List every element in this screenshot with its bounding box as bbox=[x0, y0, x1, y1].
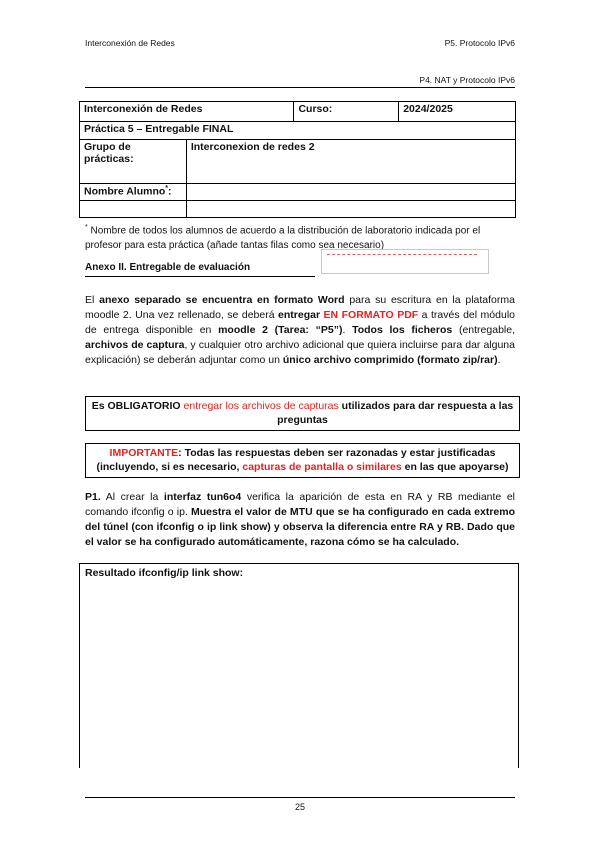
result-box[interactable] bbox=[79, 563, 519, 768]
obligatorio-box: Es OBLIGATORIO entregar los archivos de capturas utilizados para dar respuesta a las preguntas bbox=[85, 396, 520, 431]
header-subtitle: P4. NAT y Protocolo IPv6 bbox=[419, 75, 515, 85]
empty-label-cell bbox=[80, 201, 187, 218]
page-number: 25 bbox=[294, 802, 305, 812]
header-rule bbox=[85, 87, 515, 88]
thumbnail-line bbox=[327, 254, 477, 255]
year-cell: 2024/2025 bbox=[399, 102, 516, 122]
footnote: * Nombre de todos los alumnos de acuerdo a la distribución de laboratorio indicada por el profesor para esta práctica (añade tantas filas como sea necesario) bbox=[85, 224, 481, 252]
course-name-cell: Interconexión de Redes bbox=[80, 102, 294, 122]
info-table bbox=[79, 101, 516, 218]
name-label-cell: Nombre Alumno*: bbox=[80, 184, 187, 201]
empty-value-cell[interactable] bbox=[186, 201, 515, 218]
practica-cell: Práctica 5 – Entregable FINAL bbox=[80, 122, 516, 140]
result-box-label: Resultado ifconfig/ip link show: bbox=[85, 567, 244, 579]
group-value-cell: Interconexion de redes 2 bbox=[186, 140, 515, 184]
header-left: Interconexión de Redes bbox=[85, 38, 175, 48]
group-label-cell: Grupo de prácticas: bbox=[80, 140, 187, 184]
footer-rule bbox=[85, 797, 515, 798]
name-value-cell[interactable] bbox=[186, 184, 515, 201]
header-right: P5. Protocolo IPv6 bbox=[444, 38, 515, 48]
curso-label-cell: Curso: bbox=[294, 102, 399, 122]
annex-title: Anexo II. Entregable de evaluación bbox=[85, 262, 251, 273]
annex-paragraph: El anexo separado se encuentra en formato Word para su escritura en la plataforma moodle 2. Una vez rellenado, se deberá entregar EN FORMATO PDF a través del módulo de entrega disponible en moodle 2 (Tarea: “P5”). Todos los ficheros (entregable, archivos de captura, y cualquier otro archivo adicional que quiera incluirse para dar alguna explicación) se deberán adjuntar como un único archivo comprimido (formato zip/rar). bbox=[85, 294, 515, 366]
importante-box: IMPORTANTE: Todas las respuestas deben ser razonadas y estar justificadas (incluyendo, si es necesario, capturas de pantalla o similares en las que apoyarse) bbox=[85, 443, 520, 478]
annex-underline bbox=[85, 276, 315, 277]
question-p1: P1. Al crear la interfaz tun6o4 verifica la aparición de esta en RA y RB mediante el comando ifconfig o ip. Muestra el valor de MTU que se ha configurado en cada extremo del túnel (con ifconfig o ip link show) y observa la diferencia entre RA y RB. Dado que el valor se ha configurado automáticamente, razona cómo se ha calculado. bbox=[85, 491, 515, 548]
embedded-thumbnail bbox=[321, 249, 489, 274]
